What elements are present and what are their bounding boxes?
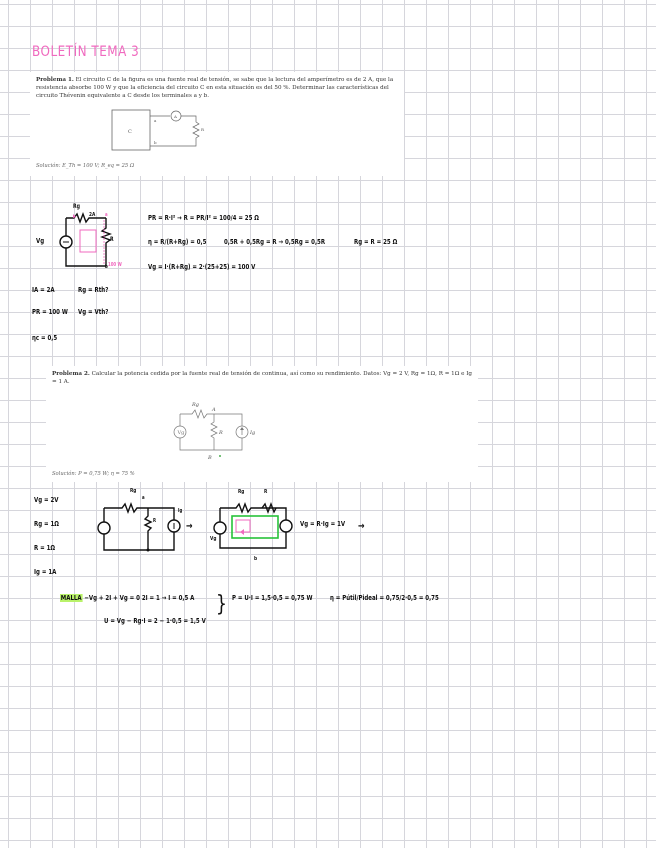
work-2-a-label: a	[142, 495, 145, 501]
fig2-rg: Rg	[192, 402, 199, 408]
problem-1-figure	[110, 108, 230, 152]
problem-1-text: El circuito C de la figura es una fuente real de tensión, se sabe que la lectura del amperímetro es de 2 A, que la resistencia absorbe 100 W y que la eficiencia del circuito C en esta situación es del 50 %. Determinar las características del circuito Thévenin equivalente a C desde los terminales a y b.	[36, 77, 394, 99]
malla-highlight: MALLA	[60, 594, 82, 602]
problem-2-block	[46, 366, 478, 482]
work-2-given-0: Vg = 2V	[34, 496, 59, 504]
work-1-current-label: 2A	[89, 212, 96, 218]
problem-2-label: Problema 2.	[52, 371, 90, 377]
problem-1-statement	[30, 72, 404, 100]
work-1-eq2b: 0,5R + 0,5Rg = R → 0,5Rg = 0,5R	[224, 238, 326, 246]
work-2-r-label: R	[153, 518, 157, 524]
work-1-b-label: b	[105, 264, 108, 270]
problem-2-solution: Solución: P = 0,75 W; η = 75 %	[52, 471, 135, 477]
brace: }	[216, 592, 227, 617]
fig2-ig: Ig	[250, 430, 256, 436]
fig2-r: R	[219, 430, 223, 436]
work-2-eq3: P = U·I = 1,5·0,5 = 0,75 W	[232, 594, 313, 602]
work-1-r-label: R	[110, 236, 114, 243]
work-1-eq3: Vg = I·(R+Rg) = 2·(25+25) = 100 V	[148, 263, 256, 271]
resistor-label: R	[201, 127, 205, 132]
work-1-rg-label: Rg	[73, 203, 80, 210]
fig2-b: B	[208, 455, 212, 461]
work-2-b-label: b	[254, 556, 258, 562]
problem-1-label: Problema 1.	[36, 77, 74, 83]
work-2-eq2: U = Vg − Rg·I = 2 − 1·0,5 = 1,5 V	[104, 617, 206, 625]
arrow-2: →	[358, 521, 365, 532]
work-2-eq1	[60, 594, 194, 602]
work-2-circuit-left	[98, 498, 188, 556]
work-2-vth: Vg = R·Ig = 1V	[300, 520, 346, 528]
arrow-1: →	[186, 521, 193, 532]
ammeter-label: A	[174, 114, 177, 119]
terminal-a: a	[154, 118, 157, 123]
work-2-rg-label: Rg	[130, 488, 137, 494]
work-1-given-2: ηc = 0,5	[32, 334, 58, 342]
work-1-power-label: 100 W	[108, 262, 122, 268]
work-2-given-2: R = 1Ω	[34, 544, 56, 552]
work-1-a-label: a	[105, 212, 108, 218]
work-1-eq2: η = R/(R+Rg) = 0,5	[148, 238, 207, 246]
problem-1-block	[30, 72, 404, 176]
work-1-eq2c: Rg = R = 25 Ω	[354, 238, 398, 246]
problem-2-statement	[46, 366, 478, 386]
work-1-eq1: PR = R·I² → R = PR/I² = 100/4 = 25 Ω	[148, 214, 259, 222]
work-1-unknown-0: Rg = Rth?	[78, 286, 109, 294]
figure-box-label: C	[128, 129, 132, 135]
work-2-r2-label: R	[264, 489, 268, 495]
source-symbol: Vg	[177, 430, 185, 436]
work-2-eq4: η = Pútil/Pideal = 0,75/2·0,5 = 0,75	[330, 594, 439, 602]
problem-1-solution: Solución: E_Th = 100 V; R_eq = 25 Ω	[36, 163, 135, 169]
work-1-given-1: PR = 100 W	[32, 308, 68, 316]
problem-2-figure	[162, 396, 272, 460]
work-2-rg2-label: Rg	[238, 489, 245, 495]
work-2-vg-label: Vg	[210, 536, 217, 542]
problem-2-text: Calcular la potencia cedida por la fuente real de tensión de continua, así como su rendimiento. Datos: Vg = 2 V, Rg = 1Ω, R = 1Ω e Ig = 1 A.	[52, 371, 473, 385]
work-1-given-0: IA = 2A	[32, 286, 55, 294]
work-1-unknown-1: Vg = Vth?	[78, 308, 109, 316]
work-2-given-1: Rg = 1Ω	[34, 520, 59, 528]
work-2-given-3: Ig = 1A	[34, 568, 57, 576]
page-title: BOLETÍN TEMA 3	[32, 42, 140, 60]
terminal-b: b	[154, 140, 157, 145]
work-2-eq1-text: −Vg + 2I + Vg = 0 2I = 1 → I = 0,5 A	[84, 594, 195, 602]
fig2-a: A	[212, 407, 216, 413]
work-2-ig-label: Ig	[178, 508, 183, 514]
work-1-vg-label: Vg	[36, 237, 45, 245]
work-2-circuit-right	[206, 498, 296, 556]
